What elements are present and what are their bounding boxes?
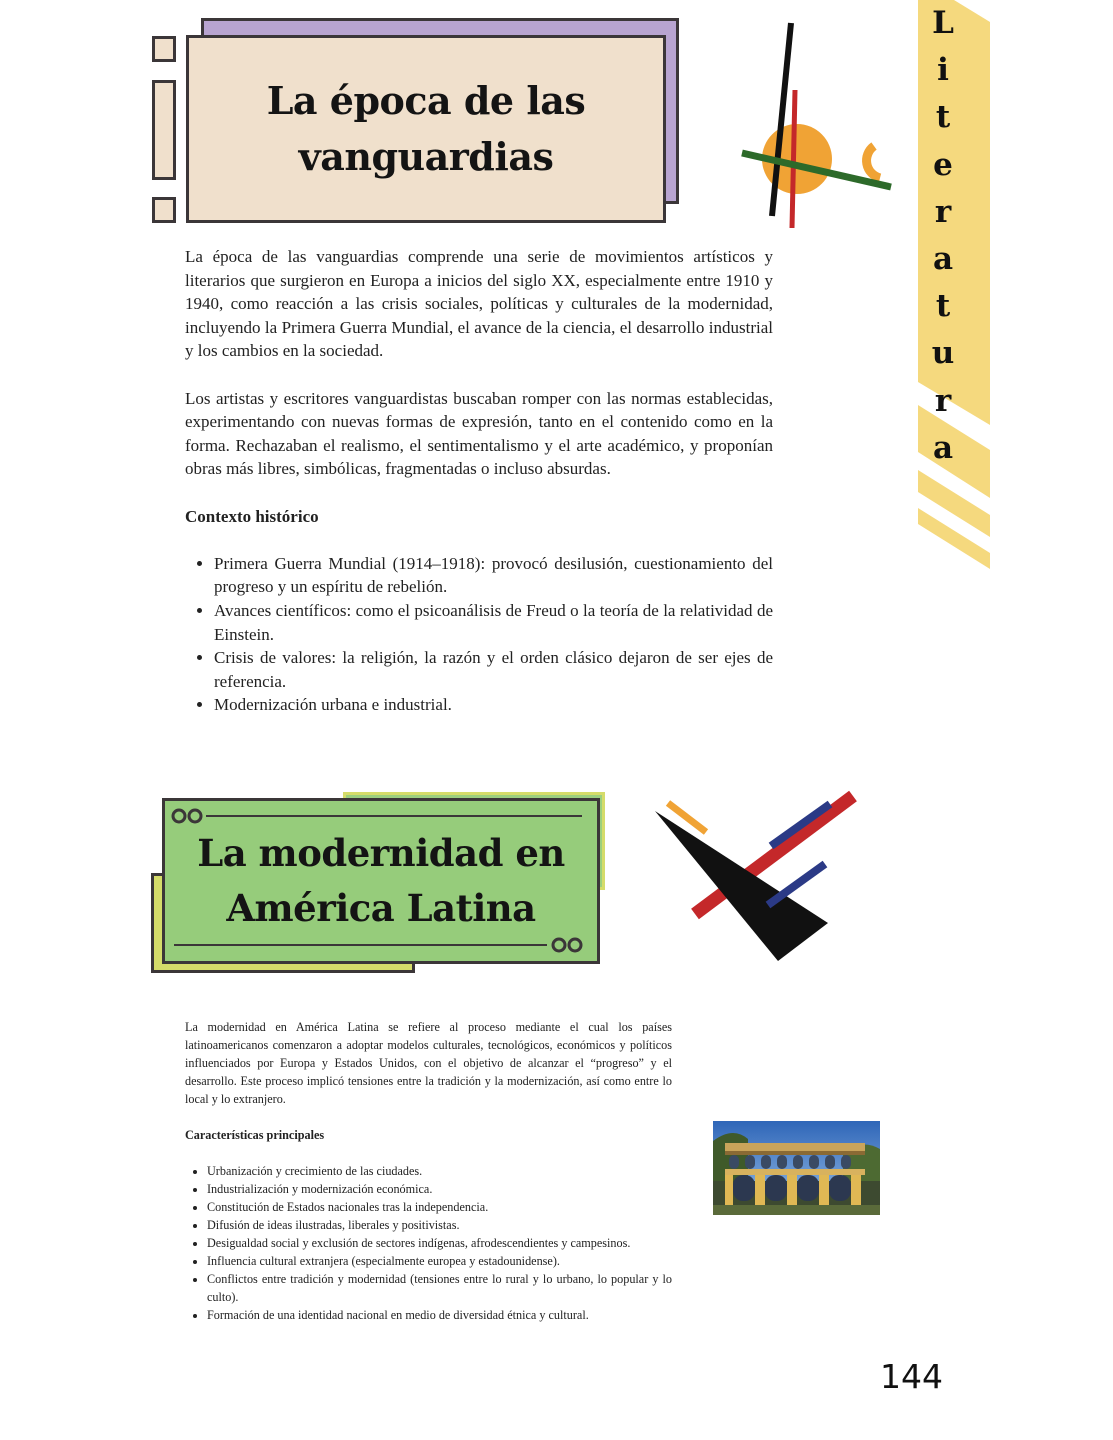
list-item: • Influencia cultural extranjera (especialmente europea y estadounidense).	[207, 1252, 672, 1270]
aqueduct-photo	[713, 1121, 880, 1215]
list-item: • Desigualdad social y exclusión de sectores indígenas, afrodescendientes y campesinos.	[207, 1234, 672, 1252]
page-number: 144	[880, 1357, 943, 1396]
banner-letter: a	[932, 429, 954, 466]
literatura-vertical-title	[916, 0, 970, 472]
paragraph: La época de las vanguardias comprende una serie de movimientos artísticos y literarios que surgieron en Europa a inicios del siglo XX, especialmente entre 1910 y 1940, como reacción a las crisis sociales, políticas y culturales de la modernidad, incluyendo la Primera Guerra Mundial, el avance de la ciencia, el desarrollo industrial y los cambios en la sociedad.	[185, 247, 773, 361]
paragraph: La modernidad en América Latina se refiere al proceso mediante el cual los países latinoamericanos comenzaron a adoptar modelos culturales, tecnológicos, económicos y políticos influenciados por Europa y Estados Unidos, con el objetivo de alcanzar el “progreso” y el desarrollo. Este proceso implicó tensiones entre la tradición y la modernización, así como entre lo local y lo extranjero.	[185, 1020, 672, 1106]
list-item: • Primera Guerra Mundial (1914–1918): provocó desilusión, cuestionamiento del progreso y un espíritu de rebelión.	[214, 552, 773, 599]
title-line-1: La modernidad en	[197, 831, 565, 875]
banner-letter: L	[932, 5, 954, 41]
subheading-caracteristicas: Características principales	[185, 1128, 325, 1142]
banner-letter: a	[932, 240, 954, 277]
list-item: • Avances científicos: como el psicoanálisis de Freud o la teoría de la relatividad de Einstein.	[214, 599, 773, 646]
banner-letter: e	[933, 146, 953, 183]
title-line-1: La época de las	[266, 78, 586, 123]
list-item: • Formación de una identidad nacional en medio de diversidad étnica y cultural.	[207, 1306, 672, 1324]
bullet-list	[185, 1162, 672, 1324]
banner-letter: r	[934, 193, 952, 230]
list-item: • Crisis de valores: la religión, la razón y el orden clásico dejaron de ser ejes de referencia.	[214, 646, 773, 693]
paragraph: Los artistas y escritores vanguardistas buscaban romper con las normas establecidas, experimentando con nuevas formas de expresión, tanto en el contenido como en la forma. Rechazaban el realismo, el sentimentalismo y el arte académico, y proponían obras más libres, simbólicas, fragmentadas o incluso absurdas.	[185, 388, 773, 479]
list-item: • Modernización urbana e industrial.	[214, 693, 773, 717]
title-tab-top	[152, 36, 176, 62]
list-item: • Conflictos entre tradición y modernidad (tensiones entre lo rural y lo urbano, lo popular y lo culto).	[207, 1270, 672, 1306]
abstract-art-circle-lines	[738, 18, 898, 233]
list-item: • Difusión de ideas ilustradas, liberales y positivistas.	[207, 1216, 672, 1234]
list-item: • Industrialización y modernización económica.	[207, 1180, 672, 1198]
section-1-body	[185, 245, 773, 717]
title-line-2: América Latina	[226, 886, 536, 930]
subheading-contexto: Contexto histórico	[185, 506, 319, 526]
section-title	[267, 73, 586, 185]
banner-letter: r	[934, 382, 952, 419]
list-item: • Urbanización y crecimiento de las ciudades.	[207, 1162, 672, 1180]
abstract-art-triangle-bars	[650, 788, 860, 968]
banner-letter: u	[931, 335, 955, 372]
bullet-list	[185, 552, 773, 717]
title-tab-bottom	[152, 197, 176, 223]
banner-letter: t	[935, 99, 951, 136]
title-tab-middle	[152, 80, 176, 180]
title-line-2: vanguardias	[298, 134, 554, 179]
banner-letter: i	[937, 52, 949, 89]
section-2-body	[185, 1018, 672, 1324]
list-item: • Constitución de Estados nacionales tras la independencia.	[207, 1198, 672, 1216]
section-title-box	[186, 35, 666, 223]
banner-letter: t	[935, 288, 951, 325]
title-box-2-decor	[162, 798, 600, 964]
